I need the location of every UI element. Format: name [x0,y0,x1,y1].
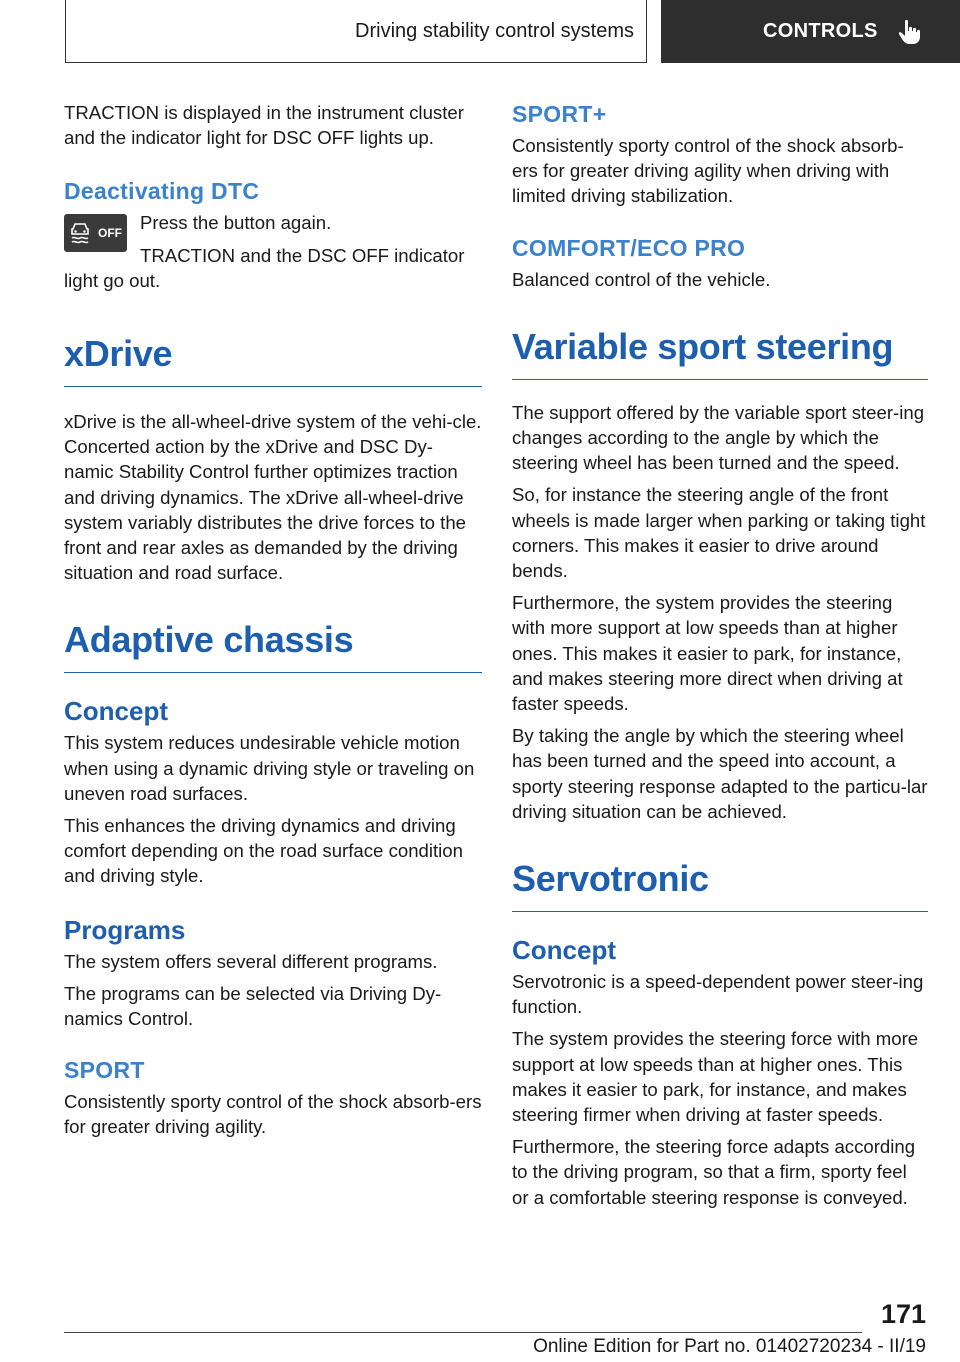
button-label: OFF [98,226,122,241]
chapter-title: CONTROLS [763,20,878,42]
heading-adaptive-chassis: Adaptive chassis [64,618,482,673]
paragraph: The system offers several different programs. [64,950,438,972]
running-header-section [65,0,647,63]
heading-sport-plus: SPORT+ [512,101,607,127]
heading-servotronic: Servotronic [512,857,928,912]
heading-variable-sport-steering: Variable sport steering [512,325,928,380]
dsc-off-button-image [64,214,127,252]
paragraph: Furthermore, the system provides the steering with more support at low speeds than at higher ones. This makes it easier to park, for instance, and makes steering more direct when driving at faster speeds. [512,592,903,715]
footer-rule [64,1332,862,1333]
page-number: 171 [880,1299,926,1329]
paragraph: Consistently sporty control of the shock absorb‐ers for greater driving agility when driving with limited driving stabilization. [512,135,904,207]
paragraph: So, for instance the steering angle of the front wheels is made larger when parking or taking tight corners. This makes it easier to drive around bends. [512,484,926,582]
paragraph: By taking the angle by which the steering wheel has been turned and the speed into account, a sporty steering response adapted to the particu‐lar driving situation can be achieved. [512,725,928,822]
heading-deactivating-dtc: Deactivating DTC [64,178,260,205]
chapter-tab [661,0,960,63]
paragraph: The programs can be selected via Driving Dy‐namics Control. [64,982,442,1030]
section-title: Driving stability control systems [355,19,634,42]
paragraph: This enhances the driving dynamics and driving comfort depending on the road surface condition and driving style. [64,815,463,887]
heading-comfort-eco-pro: COMFORT/ECO PRO [512,234,746,261]
footer-edition: Online Edition for Part no. 01402720234 - II/19 [533,1336,926,1357]
dsc-traction-icon [69,220,91,246]
paragraph: Consistently sporty control of the shock absorb‐ers for greater driving agility. [64,1091,482,1138]
paragraph: Servotronic is a speed-dependent power steer‐ing function. [512,971,924,1018]
paragraph: xDrive is the all-wheel-drive system of the vehi‐cle. Concerted action by the xDrive and DSC Dy‐namic Stability Control further optimizes traction and driving dynamics. The xDrive all-wheel-drive system variably distributes the drive forces to the front and rear axles as demanded by the driving situation and road surface. [64,411,482,584]
heading-sport: SPORT [64,1057,145,1084]
left-column [64,100,482,1147]
paragraph: This system reduces undesirable vehicle motion when using a dynamic driving style or traveling on uneven road surfaces. [64,732,475,804]
paragraph: Press the button again. [140,212,332,234]
pointing-hand-icon [898,19,922,45]
paragraph: TRACTION is displayed in the instrument cluster and the indicator light for DSC OFF lights up. [64,102,464,149]
paragraph: Balanced control of the vehicle. [512,268,771,290]
paragraph: TRACTION and the DSC OFF indicator light go out. [64,244,465,291]
heading-xdrive: xDrive [64,332,482,387]
heading-servotronic-concept: Concept [512,935,616,966]
paragraph: The system provides the steering force with more support at low speeds than at higher ones. This makes it easier to park, for instance, and makes steering firmer when driving at faster speeds. [512,1028,919,1126]
paragraph: Furthermore, the steering force adapts according to the driving program, so that a firm, sporty feel or a comfortable steering response is conveyed. [512,1136,916,1208]
heading-programs: Programs [64,914,186,945]
paragraph: The support offered by the variable sport steer‐ing changes according to the angle by which the steering wheel has been turned and the speed. [512,401,925,474]
dsc-button-row [64,210,482,300]
right-column [512,100,928,1217]
heading-concept: Concept [64,696,168,727]
